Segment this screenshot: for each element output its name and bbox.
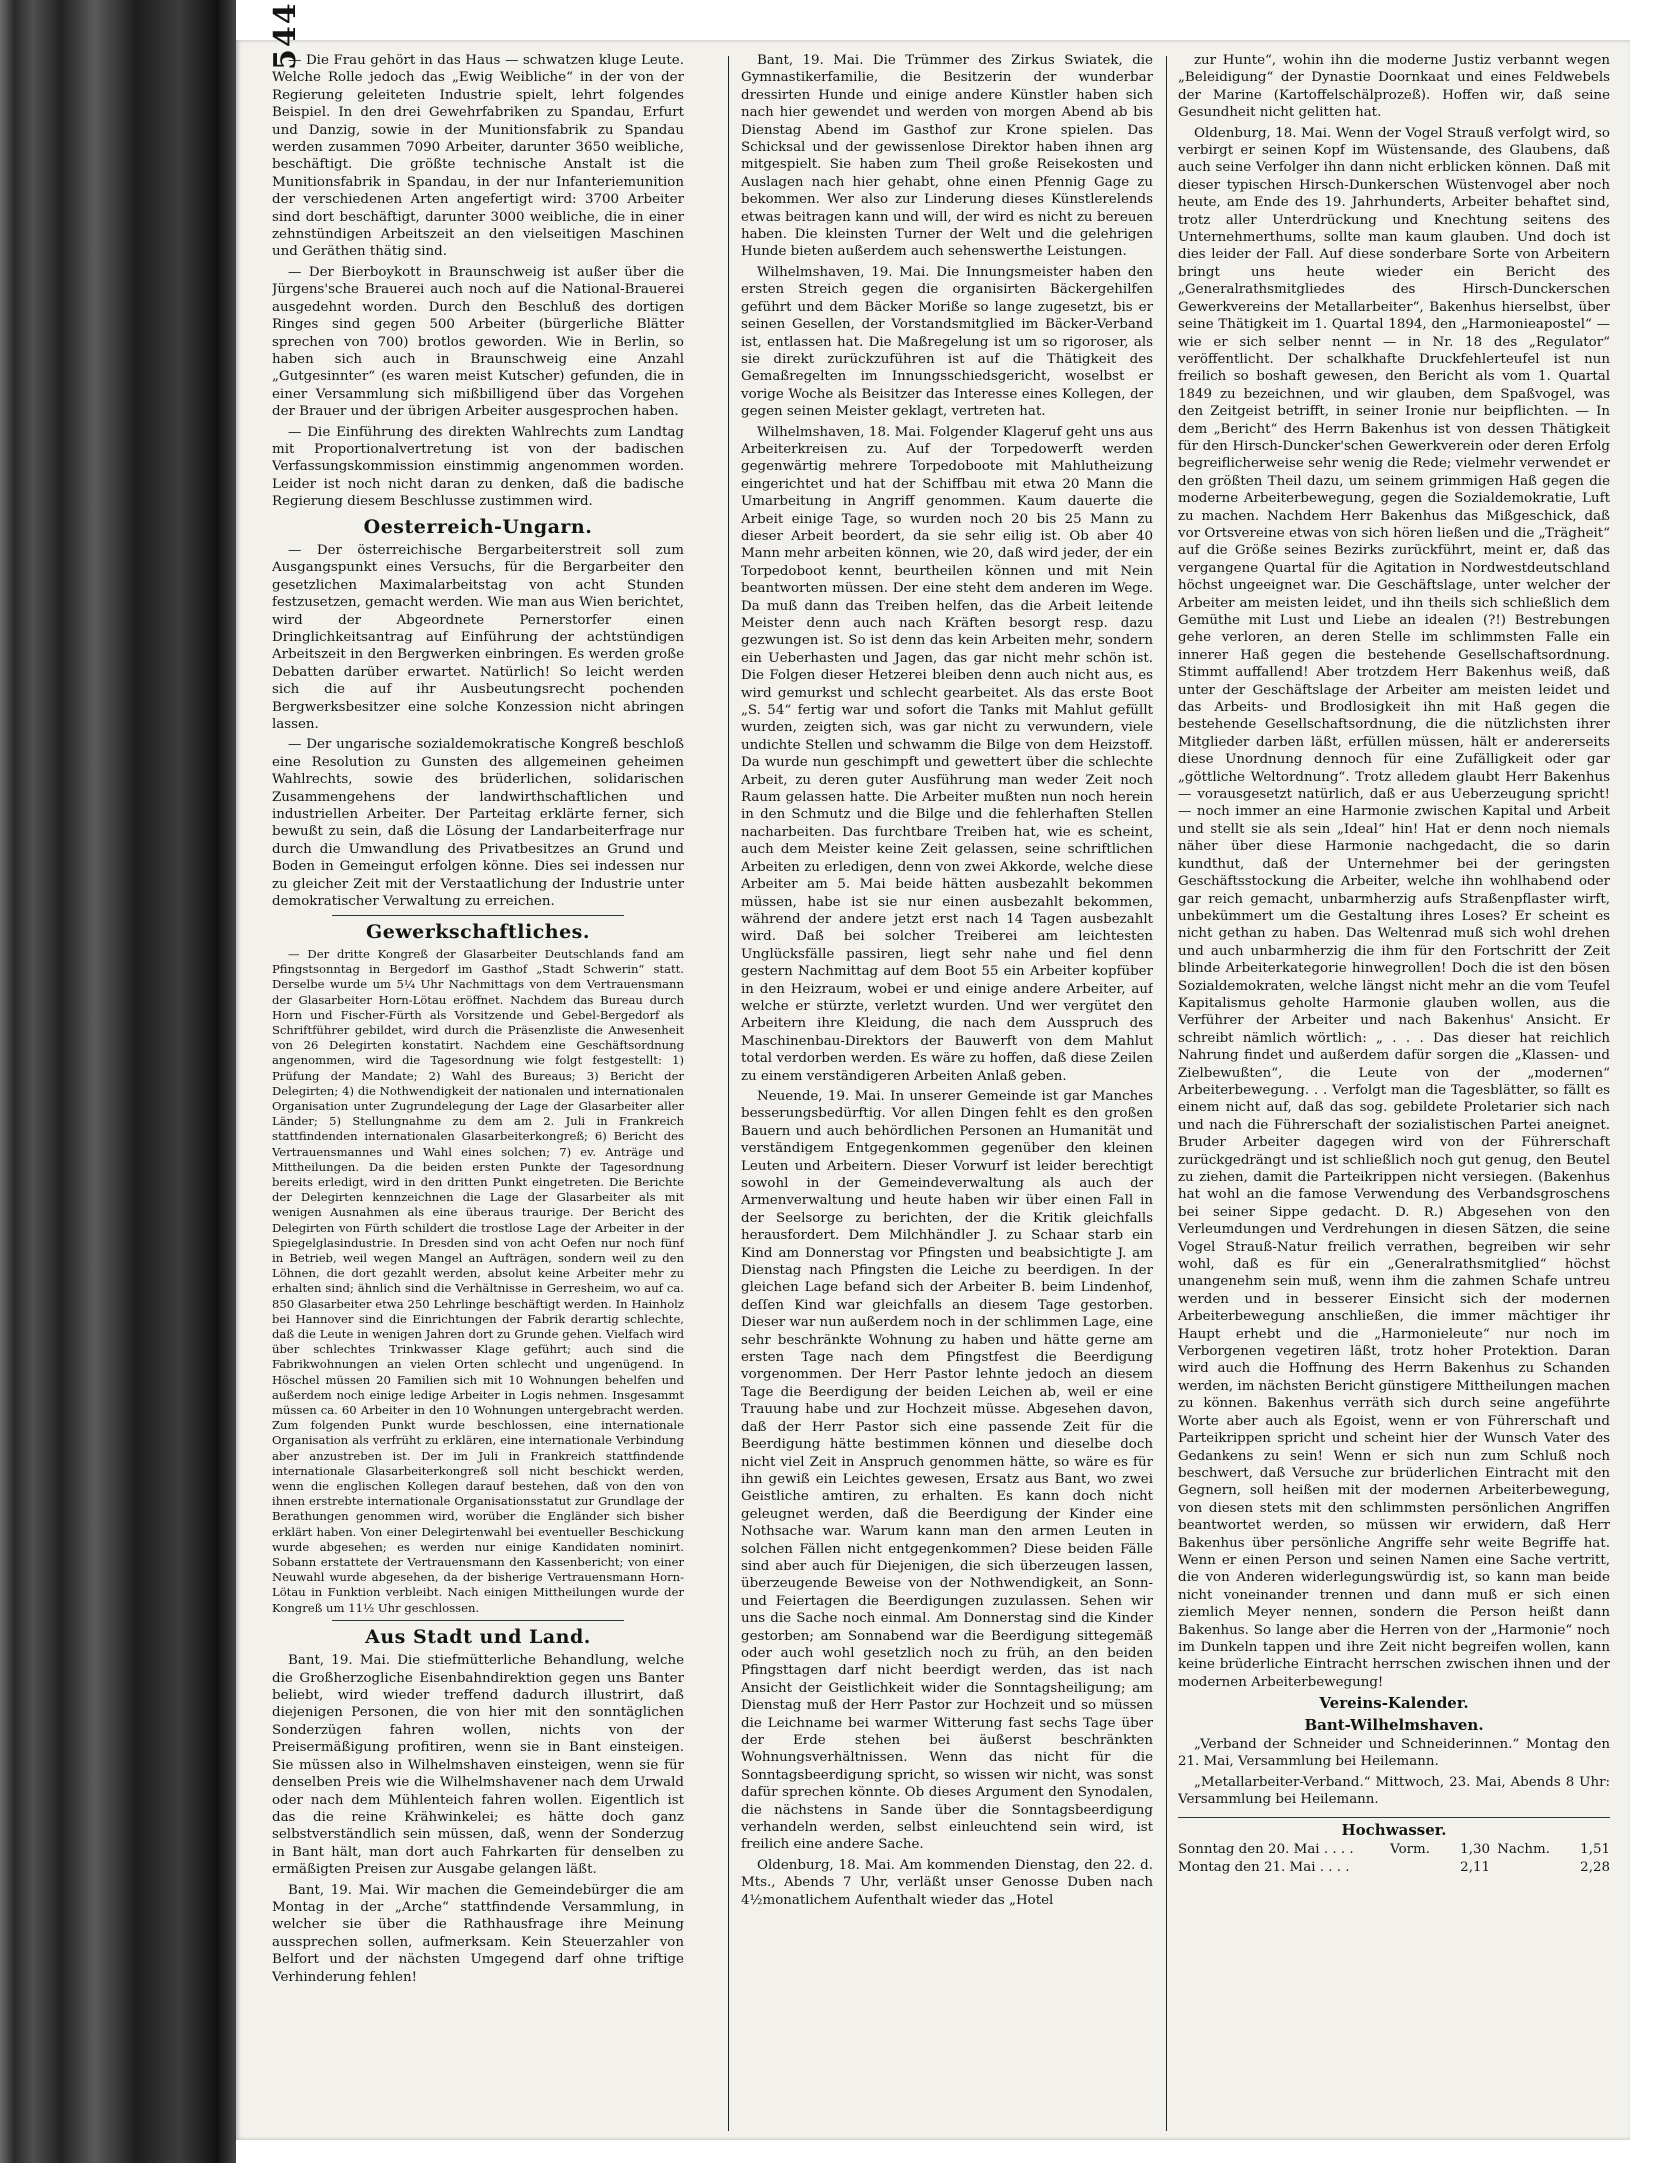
article-paragraph: — Der Bierboykott in Braunschweig ist außer über die Jürgens'sche Brauerei auch noch auf die National-Brauerei ausgedehnt worden. Durch den Beschluß des dortigen Ringes sind gegen 500 Arbeiter (bürgerliche Blätter sprechen von 700) brotlos geworden. Wie in Berlin, so haben sich auch in Braunschweig eine Anzahl „Gutgesinnter“ (es waren meist Kutscher) gefunden, die in einer Versammlung sich mißbilligend über das Vorgehen der Brauer und der übrigen Arbeiter ausgesprochen haben. <box>272 264 684 420</box>
tide-label-afternoon: Nachm. <box>1497 1842 1550 1858</box>
article-paragraph: Bant, 19. Mai. Die stiefmütterliche Behandlung, welche die Großherzogliche Eisenbahndirektion gegen uns Banter beliebt, wird wieder treffend dadurch illustrirt, daß diejenigen Personen, die von hier mit den sonntäglichen Sonderzügen fahren wollen, nichts von der Preisermäßigung profitiren, wenn sie in Bant einsteigen. Sie müssen also in Wilhelmshaven einsteigen, wenn sie für denselben Preis wie die Wilhelmshavener nach dem Urwald oder nach dem Mühlenteich fahren wollen. Eigentlich ist das die reine Krähwinkelei; es hätte doch ganz selbstverständlich sein müssen, daß, wenn der Sonderzug in Bant hält, man dort auch Fahrkarten für denselben zu ermäßigten Preisen zur Ausgabe gelangen läßt. <box>272 1653 684 1878</box>
tide-label-morning: Vorm. <box>1390 1842 1430 1858</box>
article-paragraph: zur Hunte“, wohin ihn die moderne Justiz verbannt wegen „Beleidigung“ der Dynastie Doornkaat und eines Feldwebels der Marine (Kartoffelschälprozeß). Hoffen wir, daß seine Gesundheit nicht gelitten hat. <box>1178 53 1610 121</box>
section-heading-gewerkschaftliches: Gewerkschaftliches. <box>366 920 590 943</box>
tide-row <box>1178 1841 1610 1859</box>
article-paragraph: — Die Frau gehört in das Haus — schwatzen kluge Leute. Welche Rolle jedoch das „Ewig Weibliche“ in der von der Regierung geleiteten Industrie spielt, lehrt folgendes Beispiel. In den drei Gewehrfabriken zu Spandau, Erfurt und Danzig, sowie in der Munitionsfabrik zu Spandau werden zusammen 7090 Arbeiter, darunter 3650 weibliche, beschäftigt. Die größte technische Anstalt ist die Munitionsfabrik in Spandau, in der nur Infanteriemunition der verschiedenen Arten angefertigt wird: 3700 Arbeiter sind dort beschäftigt, darunter 3000 weibliche, die in einer zehnstündigen Arbeitszeit an den vielseitigen Maschinen und Geräthen thätig sind. <box>272 53 684 260</box>
tide-table <box>1178 1841 1610 1876</box>
tide-value: 2,28 <box>1580 1859 1610 1875</box>
column-2 <box>741 52 1153 2132</box>
vereins-kalender-subheading: Bant-Wilhelmshaven. <box>1304 1715 1484 1734</box>
tide-value: 1,30 <box>1460 1842 1490 1858</box>
tide-label-morning <box>1370 1859 1430 1877</box>
tide-label-afternoon <box>1490 1859 1550 1877</box>
article-paragraph: — Die Einführung des direkten Wahlrechts zum Landtag mit Proportionalvertretung ist von der badischen Verfassungskommission einstimmig angenommen worden. Leider ist noch nicht daran zu denken, daß die badische Regierung diesem Beschlusse zustimmen wird. <box>272 424 684 510</box>
calendar-item: „Metallarbeiter-Verband.“ Mittwoch, 23. Mai, Abends 8 Uhr: Versammlung bei Heilemann. <box>1178 1774 1610 1808</box>
tide-day: Montag den 21. Mai . . . . <box>1178 1859 1350 1875</box>
tide-day: Sonntag den 20. Mai . . . . <box>1178 1842 1354 1858</box>
article-paragraph: — Der dritte Kongreß der Glasarbeiter Deutschlands fand am Pfingstsonntag in Bergedorf im Gasthof „Stadt Schwerin“ statt. Derselbe wurde um 5¼ Uhr Nachmittags von dem Vertrauensmann der Glasarbeiter Horn-Lötau eröffnet. Nachdem das Bureau durch Horn und Fischer-Fürth als Vorsitzende und Gebel-Bergedorf als Schriftführer gebildet, wird durch die Präsenzliste die Anwesenheit von 26 Delegirten konstatirt. Nachdem eine Geschäftsordnung angenommen, wird die Tagesordnung wie folgt festgestellt: 1) Prüfung der Mandate; 2) Wahl des Bureaus; 3) Bericht der Delegirten; 4) die Nothwendigkeit der nationalen und internationalen Organisation unter Zugrundelegung der Lage der Glasarbeiter aller Länder; 5) Stellungnahme zu dem am 2. Juli in Frankreich stattfindenden internationalen Glasarbeiterkongreß; 6) Bericht des Vertrauensmannes und Wahl eines solchen; 7) ev. Anträge und Mittheilungen. Da die beiden ersten Punkte der Tagesordnung bereits erledigt, wird in den dritten Punkt eingetreten. Die Berichte der Delegirten kennzeichnen die Lage der Glasarbeiter als mit wenigen Ausnahmen als eine überaus traurige. Der Bericht des Delegirten von Fürth schildert die trostlose Lage der Arbeiter in der Spiegelglasindustrie. In Dresden sind von acht Oefen nur noch fünf in Betrieb, weil wegen Mangel an Aufträgen, sondern weil zu den Löhnen, die dort gezahlt werden, absolut keine Arbeiter mehr zu erhalten sind; ähnlich sind die Verhältnisse in Gerresheim, wo auf ca. 850 Glasarbeiter etwa 250 Lehrlinge beschäftigt werden. In Hainholz bei Hannover sind die Einrichtungen der Fabrik derartig schlechte, daß die Leute in wenigen Jahren dort zu Grunde gehen. Vielfach wird über schlechtes Trinkwasser Klage geführt; auch sind die Fabrikwohnungen an vielen Orten schlecht und ungenügend. In Höschel müssen 20 Familien sich mit 10 Wohnungen behelfen und außerdem noch einige ledige Arbeiter in Logis nehmen. Insgesammt müssen ca. 60 Arbeiter in den 10 Wohnungen untergebracht werden. Zum folgenden Punkt wurde beschlossen, eine internationale Organisation als verfrüht zu erklären, eine internationale Verbindung aber anzustreben ist. Der im Juli in Frankreich stattfindende internationale Glasarbeiterkongreß soll nicht beschickt werden, wenn die englischen Kollegen darauf bestehen, daß von den von ihnen erstrebte internationale Organisationsstatut zur Grundlage der Berathungen genommen wird, worüber die Engländer sich bisher erklärt haben. Von einer Delegirtenwahl bei eventueller Beschickung wurde abgesehen; es werden nur einige Kandidaten nominirt. Sobann erstattete der Vertrauensmann den Kassenbericht; von einer Neuwahl wurde abgesehen, da der bisherige Vertrauensmann Horn-Lötau in Funktion verbleibt. Nach einigen Mittheilungen wurde der Kongreß um 11½ Uhr geschlossen. <box>272 946 684 1615</box>
section-divider <box>332 915 624 916</box>
article-paragraph: Oldenburg, 18. Mai. Wenn der Vogel Strauß verfolgt wird, so verbirgt er seinen Kopf im Wüstensande, des Glaubens, daß auch seine Verfolger ihn dann nicht erblicken können. Daß mit dieser typischen Hirsch-Dunkerschen Wüstenvogel aber noch heute, am Ende des 19. Jahrhunderts, Arbeiter behaftet sind, trotz aller Unterdrückung und Knechtung seitens des Unternehmerthums, sollte man kaum glauben. Und doch ist dies leider der Fall. Auf diese sonderbare Sorte von Arbeitern bringt uns heute wieder ein Bericht des „Generalrathsmitgliedes des Hirsch-Dunckerschen Gewerkvereins der Metallarbeiter“, Bakenhus hierselbst, über seine Thätigkeit im 1. Quartal 1894, den „Harmonieapostel“ — wie er sich selber nennt — in Nr. 18 des „Regulator“ veröffentlicht. Der schalkhafte Druckfehlerteufel ist nun freilich so boshaft gewesen, den Bericht als vom 1. Quartal 1849 zu bezeichnen, und wir glauben, dem Spaßvogel, was den Zeitgeist betrifft, in seiner Ironie nur beipflichten. — In dem „Bericht“ des Herrn Bakenhus ist von dessen Thätigkeit für den Hirsch-Duncker'schen Gewerkverein oder deren Erfolg begreiflicherweise sehr wenig die Rede; vielmehr verwendet er den größten Theil dazu, um seinem grimmigen Haß gegen die moderne Arbeiterbewegung, gegen die Sozialdemokratie, Luft zu machen. Nachdem Herr Bakenhus das Mißgeschick, daß vor Ortsvereine etwas von sich hören ließen und die „Trägheit“ auf die Größe seines Bezirks zurückführt, meint er, daß das vergangene Quartal für die Agitation in Nordwestdeutschland höchst ungeeignet war. Die Geschäftslage, unter welcher der Arbeiter am meisten leidet, und ihn theils sich schließlich dem Gemüthe mit Lust und Liebe an idealen (?!) Bestrebungen gehe verloren, an deren Stelle im schlimmsten Falle ein innerer Haß gegen die bestehende Gesellschaftsordnung. Stimmt auffallend! Aber trotzdem Herr Bakenhus weiß, daß unter der Geschäftslage der Arbeiter am meisten leidet und das Arbeits- und Brodlosigkeit ihn mit Haß gegen die bestehende Gesellschaftsordnung, die die nützlichsten ihrer Mitglieder darben läßt, erfüllen müssen, hält er andererseits diese Unordnung dennoch für eine Zufälligkeit oder gar „göttliche Weltordnung“. Trotz alledem glaubt Herr Bakenhus — vorausgesetzt natürlich, daß er aus Ueberzeugung spricht! — noch immer an eine Harmonie zwischen Kapital und Arbeit und stellt sie als sein „Ideal“ hin! Hat er denn noch niemals näher über diese Harmonie nachgedacht, die so darin kundthut, daß der Unternehmer bei der geringsten Geschäftsstockung die Arbeiter, welche ihn wohlhabend oder gar reich gemacht, unbarmherzig aufs Straßenpflaster wirft, unbekümmert um die Gestaltung ihres Loses? Er scheint es nicht gethan zu haben. Das Weltenrad muß sich wohl drehen und auch unbarmherzig die ihm für den Fortschritt der Zeit blinde Arbeiterkategorie hinwegrollen! Doch die ist den bösen Sozialdemokraten, welche längst nicht mehr an die vom Teufel Kapitalismus geholte Harmonie glauben wollen, aus die Verführer der Arbeiter und nach Bakenhus' Ansicht. Er schreibt nämlich wörtlich: „ . . . Das dieser hat reichlich Nahrung findet und außerdem dafür sorgen die „Klassen- und Zielbewußten“, die Leute von der „modernen“ Arbeiterbewegung. . . Verfolgt man die Tagesblätter, so fällt es einem nicht auf, daß das sog. gebildete Proletarier sich nach und nach die Führerschaft der sozialistischen Partei aneignet. Bruder Arbeiter dagegen wird von der Führerschaft zurückgedrängt und ist schließlich noch gut genug, den Beutel zu ziehen, damit die Parteikrippen nicht versiegen. (Bakenhus hat wohl an die famose Verwendung des Verbandsgroschens bei seiner Sippe gedacht. D. R.) Abgesehen von den Verleumdungen und Verdrehungen in diesen Sätzen, die seine Vogel Strauß-Natur freilich verrathen, begreiben wir sehr wohl, daß es für ein „Generalrathsmitglied“ höchst unangenehm sein muß, wenn ihm die zahmen Schafe untreu werden und in besserer Einsicht sich der modernen Arbeiterbewegung anschließen, die immer mächtiger ihr Haupt erhebt und die „Harmonieleute“ nur noch im Verborgenen vegetiren läßt, trotz hoher Protektion. Daran wird auch die Hoffnung des Herrn Bakenhus zu Schanden werden, im nächsten Bericht günstigere Mittheilungen machen zu können. Bakenhus verräth sich durch seine angeführte Worte aber auch als Egoist, wenn er von Führerschaft und Parteikrippen spricht und scheint hier der Wunsch Vater des Gedankens zu sein! Wenn er sich nun zum Schluß noch beschwert, daß Versuche zur brüderlichen Eintracht mit den Gegnern, soll heißen mit der modernen Arbeiterbewegung, von diesen stets mit den schlimmsten persönlichen Angriffen beantwortet werden, so müssen wir erwidern, daß Herr Bakenhus über persönliche Angriffe sehr weite Begriffe hat. Wenn er einen Person und seinen Namen eine Sache vertritt, die von Anderen widerlegungswürdig ist, so kann man beide nicht voneinander trennen und dann muß er sich einen ziemlich Meyer nennen, sondern die Person heißt dann Bakenhus. So lange aber die Herren von der „Harmonie“ noch im Dunkeln tappen und ihre Zeit nicht begreifen wollen, kann keine brüderliche Eintracht herrschen zwischen ihnen und der modernen Arbeiterbewegung! <box>1178 125 1610 1690</box>
section-divider <box>332 1620 624 1621</box>
article-paragraph: Wilhelmshaven, 18. Mai. Folgender Klageruf geht uns aus Arbeiterkreisen zu. Auf der Torpedowerft werden gegenwärtig mehrere Torpedoboote mit Mahlutheizung eingerichtet und hat der Schiffbau mit etwa 20 Mann die Umarbeitung in Angriff genommen. Kaum dauerte die Arbeit einige Tage, so wurden noch 20 bis 25 Mann zu dieser Arbeit beordert, da sie sehr eilig ist. Ob aber 40 Mann mehr arbeiten können, wie 20, daß wird jeder, der ein Torpedoboot kennt, beurtheilen können und mit Nein beantworten müssen. Der eine steht dem anderen im Wege. Da muß dann das Treiben helfen, das die Arbeit leitende Meister denn auch nach Kräften besorgt resp. dazu gezwungen ist. So ist denn das kein Arbeiten mehr, sondern ein Ueberhasten und Jagen, das gar nicht mehr schön ist. Die Folgen dieser Hetzerei bleiben denn auch nicht aus, es wird gemurkst und schlecht gearbeitet. Als das erste Boot „S. 54“ fertig war und sofort die Tanks mit Mahlut gefüllt wurden, zeigten sich, was gar nicht zu verwundern, viele undichte Stellen und schwamm die Bilge von dem Heizstoff. Da wurde nun geschimpft und gewettert über die schlechte Arbeit, zu deren guter Ausführung man weder Zeit noch Raum gelassen hatte. Die Arbeiter mußten nun noch herein in den Schmutz und die Bilge und die fehlerhaften Stellen nacharbeiten. Das furchtbare Treiben hat, wie es scheint, auch dem Meister keine Zeit gelassen, seine schriftlichen Arbeiten zu erledigen, denn von zwei Akkorde, welche diese Arbeiter am 5. Mai beide hätten ausbezahlt bekommen müssen, habe ist sie nur einen ausbezahlt bekommen, während der andere jetzt erst nach 14 Tagen ausbezahlt wird. Daß bei solcher Treiberei am leichtesten Unglücksfälle passiren, liegt sehr nahe und fiel denn gestern Nachmittag auf dem Boot 55 ein Arbeiter kopfüber in den Heizraum, wobei er und einige andere Arbeiter, auf welche er stürzte, verletzt wurden. Und wer vergütet den Arbeitern ihre Kleidung, die nach dem Ausspruch des Maschinenbau-Direktors der Bauwerft von dem Mahlut total verdorben werden. Es wäre zu hoffen, daß diese Zeilen zu einem verständigeren Arbeiten Anlaß geben. <box>741 424 1153 1084</box>
article-paragraph: Bant, 19. Mai. Wir machen die Gemeindebürger die am Montag in der „Arche“ stattfindende Versammlung, in welcher sie über die Rathhausfrage ihre Meinung aussprechen sollen, aufmerksam. Kein Steuerzahler von Belfort und der nächsten Umgegend darf ohne triftige Verhinderung fehlen! <box>272 1882 684 1985</box>
book-spine <box>0 0 236 2163</box>
calendar-item: „Verband der Schneider und Schneiderinnen.“ Montag den 21. Mai, Versammlung bei Heilemann. <box>1178 1737 1610 1770</box>
article-paragraph: Wilhelmshaven, 19. Mai. Die Innungsmeister haben den ersten Streich gegen die organisirten Bäckergehilfen geführt und dem Bäcker Moriße so lange zugesetzt, bis er seinen Gesellen, der Vorstandsmitglied im Bäcker-Verband ist, entlassen hat. Die Maßregelung ist um so rigoroser, als sie direkt zurückzuführen ist auf die Thätigkeit des Gemaßregelten im Innungsschiedsgericht, woselbst er vorige Woche als Beisitzer das Interesse eines Kollegen, der gegen seinen Meister geklagt, vertreten hat. <box>741 264 1153 420</box>
article-paragraph: Neuende, 19. Mai. In unserer Gemeinde ist gar Manches besserungsbedürftig. Vor allen Dingen fehlt es den großen Bauern und auch behördlichen Personen an Humanität und verständigem Entgegenkommen gegenüber den kleinen Leuten und Arbeitern. Dieser Vorwurf ist leider berechtigt sowohl in der Gemeindeverwaltung als auch der Armenverwaltung und heute haben wir über einen Fall in der Seelsorge zu berichten, der die Kritik gleichfalls herausfordert. Dem Milchhändler J. zu Schaar starb ein Kind am Donnerstag vor Pfingsten und beabsichtigte J. am Dienstag nach Pfingsten die Leiche zu beerdigen. In der gleichen Lage befand sich der Arbeiter B. beim Lindenhof, deſſen Kind war gleichfalls an diesem Tage gestorben. Dieser war nun außerdem noch in der schlimmen Lage, eine sehr beschränkte Wohnung zu haben und hätte gerne am ersten Tage nach dem Pfingstfest die Beerdigung vorgenommen. Der Herr Pastor lehnte jedoch an diesem Tage die Beerdigung der beiden Leichen ab, weil er eine Trauung habe und zur Hochzeit müsse. Abgesehen davon, daß der Herr Pastor sich eine passende Zeit für die Beerdigung hätte bestimmen können und dieselbe doch nicht viel Zeit in Anspruch genommen hätte, so wäre es für ihn gewiß ein Leichtes gewesen, Ersatz aus Bant, wo zwei Geistliche amtiren, zu erhalten. Es kann doch nicht geleugnet werden, daß die Beerdigung der Kinder eine Nothsache war. Warum kann man den armen Leuten in solchen Fällen nicht entgegenkommen? Diese beiden Fälle sind aber auch für Diejenigen, die sich überzeugen lassen, überzeugende Beweise von der Nothwendigkeit, an Sonn- und Feiertagen die Beerdigungen zuzulassen. Sehen wir uns die Sache noch einmal. Am Donnerstag sind die Kinder gestorben; am Sonnabend war die Beerdigung sittegemäß oder auch wohl gesetzlich noch zu früh, an den beiden Pfingsttagen darf nicht beerdigt werden, das ist nach Ansicht der Geistlichkeit wider die Sonntagsheiligung; am Dienstag muß der Herr Pastor zur Hochzeit und so müssen die Leichname bei warmer Witterung fast sechs Tage über der Erde stehen bei äußerst beschränkten Wohnungsverhältnissen. Wenn das nicht für die Sonntagsbeerdigung spricht, so wissen wir nicht, was sonst dafür sprechen könnte. Ob dieses Argument den Synodalen, die nächstens in Sande über die Sonntagsbeerdigung verhandeln werden, selbst einleuchtend sein wird, ist freilich eine andere Sache. <box>741 1088 1153 1853</box>
column-3 <box>1178 52 1610 2132</box>
tide-row <box>1178 1859 1610 1877</box>
hochwasser-heading: Hochwasser. <box>1178 1817 1610 1839</box>
vereins-kalender-heading: Vereins-Kalender. <box>1319 1694 1469 1713</box>
tide-value: 1,51 <box>1580 1842 1610 1858</box>
tide-value: 2,11 <box>1460 1859 1490 1875</box>
column-rule <box>728 56 729 2131</box>
page-number: 544 <box>268 1 303 70</box>
column-rule <box>1166 56 1167 2131</box>
article-paragraph: — Der ungarische sozialdemokratische Kongreß beschloß eine Resolution zu Gunsten des allgemeinen geheimen Wahlrechts, sowie des brüderlichen, solidarischen Zusammengehens der landwirthschaftlichen und industriellen Arbeiter. Der Parteitag erklärte ferner, sich bewußt zu sein, daß die Lösung der Landarbeiterfrage nur durch die Umwandlung des Privatbesitzes an Grund und Boden in Gemeingut erfolgen könne. Dies sei indessen nur zu gleicher Zeit mit der Verstaatlichung der Industrie unter demokratischer Verwaltung zu erreichen. <box>272 737 684 910</box>
column-1 <box>272 52 684 2132</box>
article-paragraph: Bant, 19. Mai. Die Trümmer des Zirkus Swiatek, die Gymnastikerfamilie, die Besitzerin der wunderbar dressirten Hunde und einige andere Künstler haben sich nach hier gewendet und werden von morgen Abend ab bis Dienstag Abend im Gasthof zur Krone spielen. Das Schicksal und der gewissenlose Direktor haben ihnen arg mitgespielt. Sie haben zum Theil große Reisekosten und Auslagen nach hier gehabt, ohne einen Pfennig Gage zu bekommen. Wer also zur Linderung dieses Künstlerelends etwas beitragen kann und will, der wird es nicht zu bereuen haben. Die kleinsten Turner der Welt und die gelehrigen Hunde bieten außerdem auch sehenswerthe Leistungen. <box>741 53 1153 260</box>
article-paragraph: Oldenburg, 18. Mai. Am kommenden Dienstag, den 22. d. Mts., Abends 7 Uhr, verläßt unser Genosse Duben nach 4½monatlichem Aufenthalt wieder das „Hotel <box>741 1857 1153 1908</box>
section-heading-stadt-und-land: Aus Stadt und Land. <box>365 1625 591 1648</box>
article-paragraph: — Der österreichische Bergarbeiterstreit soll zum Ausgangspunkt eines Versuchs, für die Bergarbeiter den gesetzlichen Maximalarbeitstag von acht Stunden festzusetzen, gemacht werden. Wie man aus Wien berichtet, wird der Abgeordnete Pernerstorfer einen Dringlichkeitsantrag auf Einführung der achtstündigen Arbeitszeit in den Bergwerken einbringen. Es werden große Debatten darüber erwartet. Natürlich! So leicht werden sich die auf ihr Ausbeutungsrecht pochenden Bergwerksbesitzer eine solche Konzession nicht abringen lassen. <box>272 542 684 733</box>
section-heading-oesterreich: Oesterreich-Ungarn. <box>363 515 593 538</box>
